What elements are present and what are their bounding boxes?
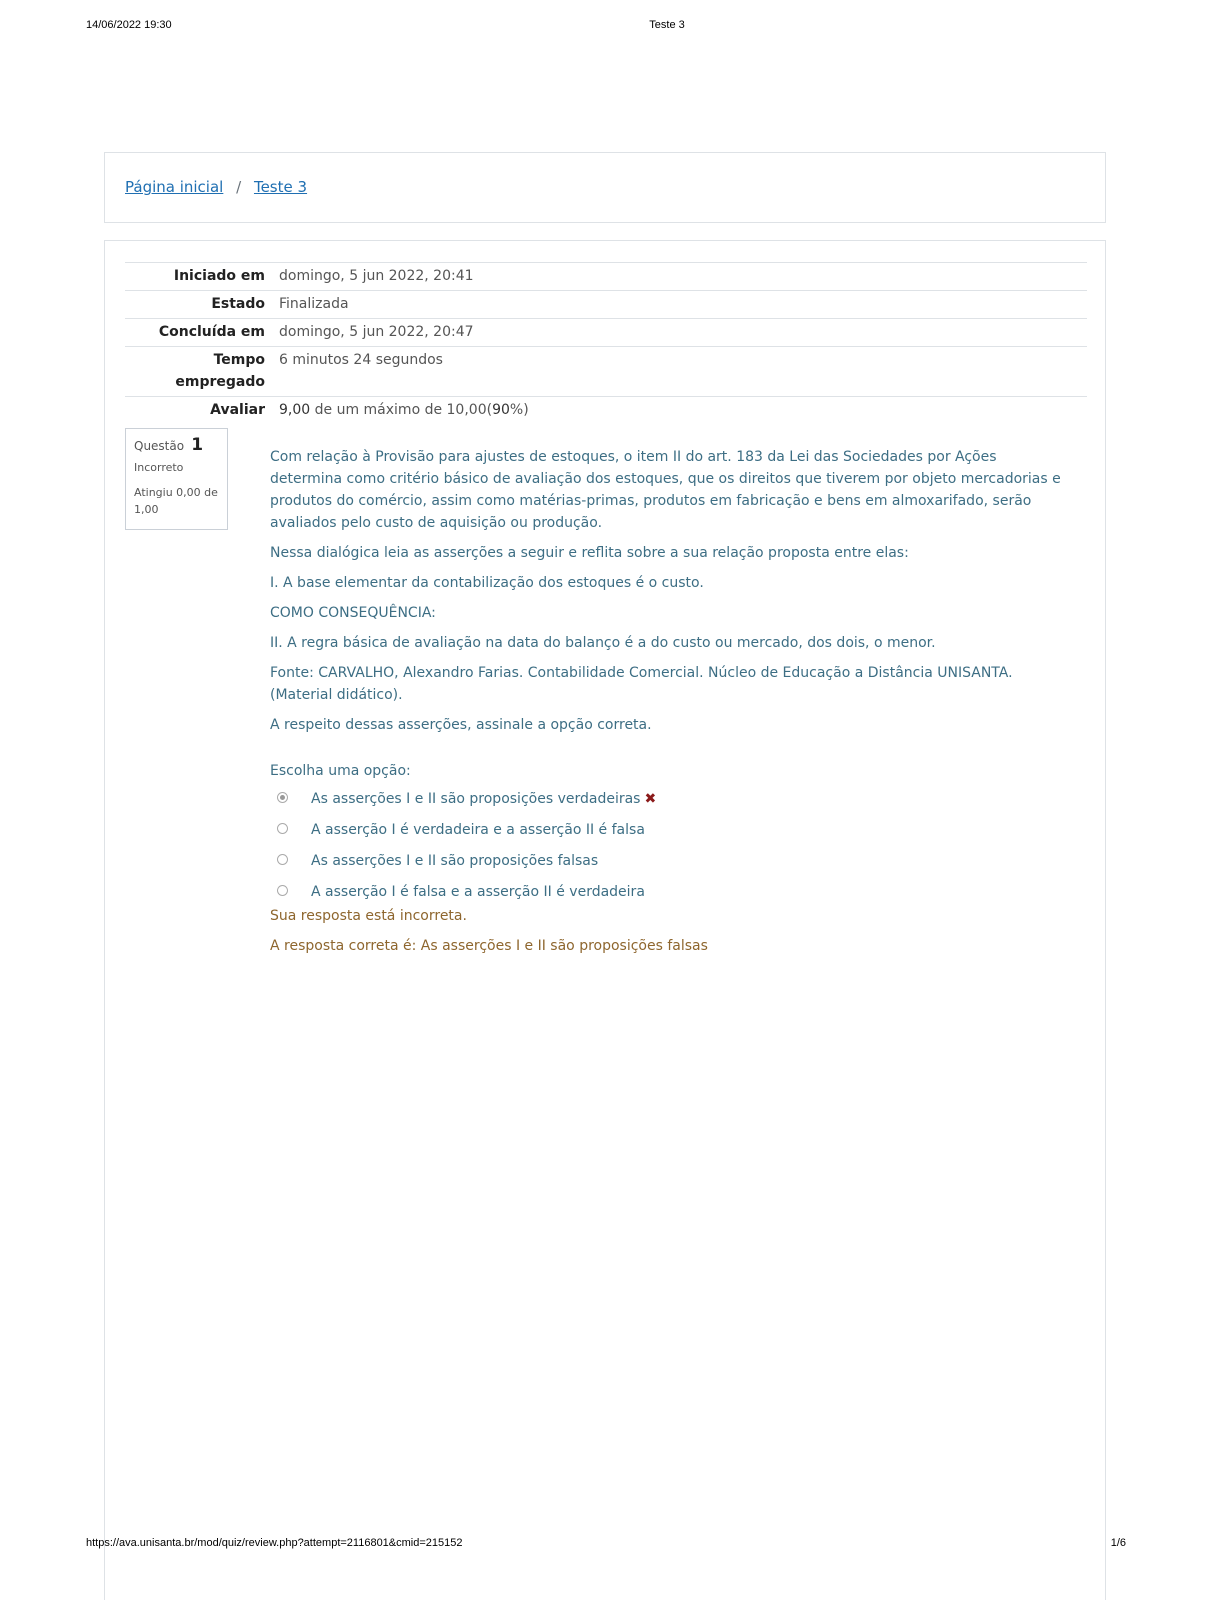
answer-option-label: As asserções I e II são proposições verdadeiras ✖ [311, 791, 657, 807]
radio-button[interactable] [277, 885, 288, 896]
breadcrumb-separator: / [236, 178, 242, 196]
answer-prompt: Escolha uma opção: [270, 763, 411, 779]
breadcrumb [125, 178, 307, 196]
question-paragraph: Fonte: CARVALHO, Alexandro Farias. Contabilidade Comercial. Núcleo de Educação a Distância UNISANTA. (Material didático). [270, 665, 1013, 703]
radio-button[interactable] [277, 823, 288, 834]
question-paragraph: Com relação à Provisão para ajustes de estoques, o item II do art. 183 da Lei das Sociedades por Ações determina como critério básico de avaliação dos estoques, que os direitos que tiverem por objeto mercadorias e produtos do comércio, assim como matérias-primas, produtos em fabricação e bens em almoxarifado, serão avaliados pelo custo de aquisição ou produção. [270, 449, 1061, 531]
print-header [0, 19, 1224, 33]
print-footer [0, 1537, 1224, 1551]
print-page-number: 1/6 [1110, 1537, 1126, 1549]
grade-percent-end: %) [509, 402, 529, 418]
time-label: Tempo empregado [175, 352, 265, 390]
question-content [270, 446, 1070, 912]
completed-value: domingo, 5 jun 2022, 20:47 [279, 324, 474, 340]
radio-button-selected[interactable] [277, 792, 288, 803]
question-number: 1 [191, 435, 204, 455]
grade-score: 9,00 [279, 402, 311, 418]
breadcrumb-home-link[interactable]: Página inicial [125, 178, 224, 196]
summary-row-time [125, 347, 1087, 397]
summary-row-state [125, 291, 1087, 319]
started-label: Iniciado em [173, 268, 265, 284]
state-label: Estado [211, 296, 265, 312]
radio-button[interactable] [277, 854, 288, 865]
quiz-review-region [104, 240, 1106, 1600]
question-state: Incorreto [134, 461, 184, 474]
grade-label: Avaliar [210, 402, 265, 418]
answer-option[interactable] [270, 819, 1070, 850]
answer-options [270, 788, 1070, 912]
right-answer-text: A resposta correta é: As asserções I e II são proposições falsas [270, 938, 708, 954]
question-number-label: Questão [134, 439, 185, 453]
started-value: domingo, 5 jun 2022, 20:41 [279, 268, 474, 284]
summary-row-grade [125, 397, 1087, 425]
state-value: Finalizada [279, 296, 349, 312]
grade-max-text: de um máximo de 10,00( [310, 402, 493, 418]
answer-option[interactable] [270, 850, 1070, 881]
print-title: Teste 3 [649, 19, 685, 31]
summary-row-completed [125, 319, 1087, 347]
question-info-box [125, 428, 228, 530]
question-paragraph: COMO CONSEQUÊNCIA: [270, 605, 436, 621]
answer-option-label: A asserção I é falsa e a asserção II é verdadeira [311, 884, 645, 900]
answer-option-label: As asserções I e II são proposições falsas [311, 853, 599, 869]
question-paragraph: Nessa dialógica leia as asserções a seguir e reflita sobre a sua relação proposta entre elas: [270, 545, 909, 561]
question-paragraph: II. A regra básica de avaliação na data do balanço é a do custo ou mercado, dos dois, o menor. [270, 635, 936, 651]
grade-percent: 90 [492, 402, 510, 418]
print-url: https://ava.unisanta.br/mod/quiz/review.php?attempt=2116801&cmid=215152 [86, 1537, 463, 1549]
completed-label: Concluída em [158, 324, 265, 340]
answer-option[interactable] [270, 788, 1070, 819]
breadcrumb-current-link[interactable]: Teste 3 [253, 178, 308, 196]
incorrect-x-icon: ✖ [644, 791, 657, 807]
answer-option-label: A asserção I é verdadeira e a asserção II é falsa [311, 822, 645, 838]
question-grade: Atingiu 0,00 de 1,00 [134, 486, 218, 516]
feedback-text: Sua resposta está incorreta. [270, 908, 467, 924]
breadcrumb-container [104, 152, 1106, 223]
grade-value [279, 397, 1087, 425]
time-value: 6 minutos 24 segundos [279, 352, 443, 368]
question-paragraph: A respeito dessas asserções, assinale a opção correta. [270, 717, 652, 733]
summary-row-started [125, 263, 1087, 291]
question-feedback [270, 905, 1070, 965]
print-datetime: 14/06/2022 19:30 [86, 19, 172, 31]
question-paragraph: I. A base elementar da contabilização dos estoques é o custo. [270, 575, 704, 591]
attempt-summary-table [125, 262, 1087, 424]
